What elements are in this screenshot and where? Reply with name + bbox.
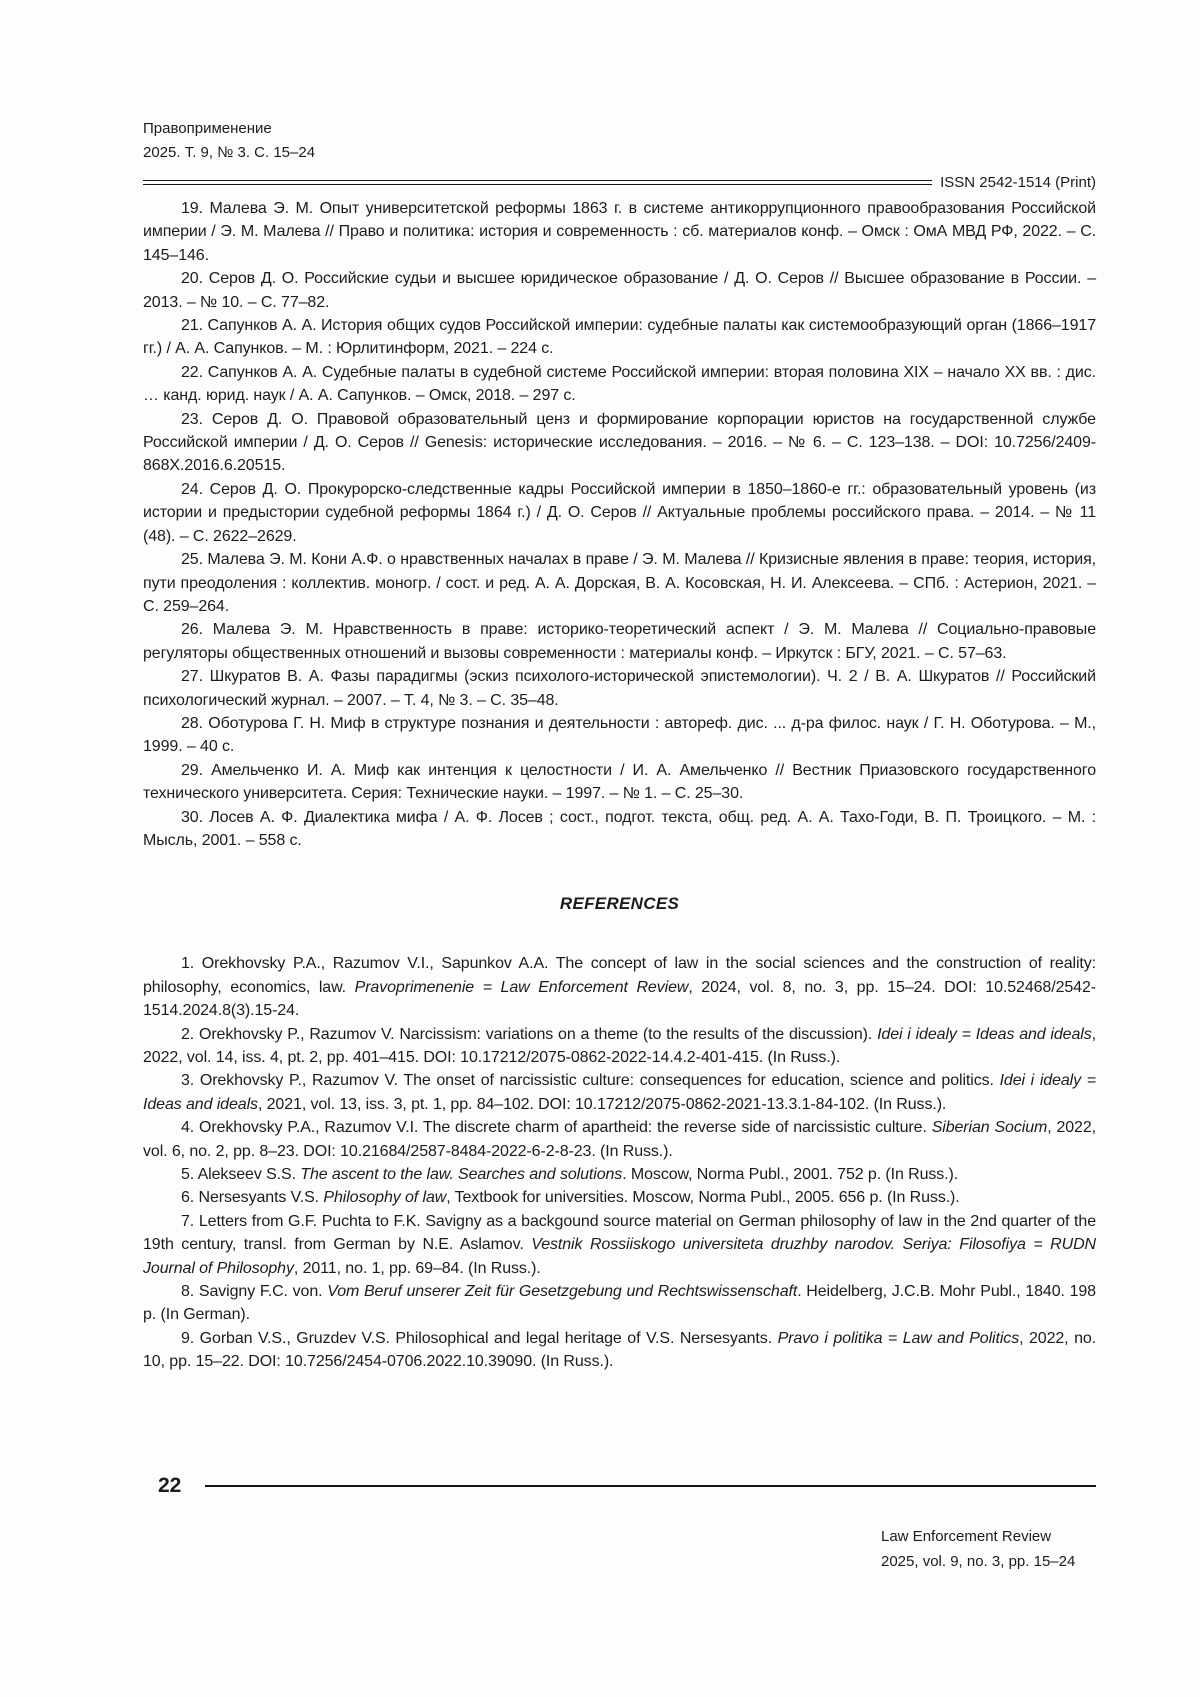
russian-reference-item: 20. Серов Д. О. Российские судьи и высшее юридическое образование / Д. О. Серов // Высшее образование в России. – 2013. – № 10. – С. 77–82. xyxy=(143,270,1096,311)
journal-issue-ru: 2025. Т. 9, № 3. С. 15–24 xyxy=(143,144,316,161)
russian-reference-item: 28. Оботурова Г. Н. Миф в структуре познания и деятельности : автореф. дис. ... д-ра филос. наук / Г. Н. Оботурова. – М., 1999. – 40 с. xyxy=(143,714,1096,756)
references-heading: REFERENCES xyxy=(559,894,680,914)
english-reference-item: 2. Orekhovsky P., Razumov V. Narcissism: variations on a theme (to the results of the discussion). Idei i idealy = Ideas and ideals, 2022, vol. 14, iss. 4, pt. 2, pp. 401–415. DOI: 10.17212/2075-0862-2022-14.4.2-401-415. (In Russ.). xyxy=(143,1025,1096,1066)
page-footer xyxy=(158,1474,1096,1498)
journal-title-ru: Правоприменение xyxy=(143,120,272,137)
russian-reference-item: 22. Сапунков А. А. Судебные палаты в судебной системе Российской империи: вторая половина XIX – начало XX вв. : дис. … канд. юрид. наук / А. А. Сапунков. – Омск, 2018. – 297 с. xyxy=(143,363,1096,405)
russian-reference-item: 27. Шкуратов В. А. Фазы парадигмы (эскиз психолого-исторической эпистемологии). Ч. 2 / В. А. Шкуратов // Российский психологический журнал. – 2007. – Т. 4, № 3. – С. 35–48. xyxy=(143,668,1096,709)
russian-reference-item: 23. Серов Д. О. Правовой образовательный ценз и формирование корпорации юристов на государственной службе Российской империи / Д. О. Серов // Genesis: исторические исследования. – 2016. – № 6. – С. 123–138. – DOI: 10.7256/2409-868X.2016.6.20515. xyxy=(143,410,1096,475)
journal-title-en: Law Enforcement Review xyxy=(881,1528,1052,1545)
header-rule xyxy=(143,180,932,185)
english-reference-item: 3. Orekhovsky P., Razumov V. The onset of narcissistic culture: consequences for education, science and politics. Idei i idealy = Ideas and ideals, 2021, vol. 13, iss. 3, pt. 1, pp. 84–102. DOI: 10.17212/2075-0862-2021-13.3.1-84-102. (In Russ.). xyxy=(143,1072,1096,1113)
english-references-list xyxy=(143,952,1096,1373)
english-reference-item: 5. Alekseev S.S. The ascent to the law. Searches and solutions. Moscow, Norma Publ., 2001. 752 p. (In Russ.). xyxy=(181,1166,959,1184)
page-number: 22 xyxy=(158,1474,182,1497)
russian-reference-item: 21. Сапунков А. А. История общих судов Российской империи: судебные палаты как системообразующий орган (1866–1917 гг.) / А. А. Сапунков. – М. : Юрлитинформ, 2021. – 224 с. xyxy=(143,317,1096,358)
footer-journal-info xyxy=(881,1524,1075,1574)
journal-issue-en: 2025, vol. 9, no. 3, pp. 15–24 xyxy=(881,1553,1076,1570)
english-reference-item: 1. Orekhovsky P.A., Razumov V.I., Sapunkov A.A. The concept of law in the social sciences and the construction of reality: philosophy, economics, law. Pravoprimenenie = Law Enforcement Review, 2024, vol. 8, no. 3, pp. 15–24. DOI: 10.52468/2542-1514.2024.8(3).15-24. xyxy=(143,955,1096,1020)
header-rule-row xyxy=(143,174,1096,191)
russian-reference-item: 25. Малева Э. М. Кони А.Ф. о нравственных началах в праве / Э. М. Малева // Кризисные явления в праве: теория, история, пути преодоления : коллектив. моногр. / сост. и ред. А. А. Дорская, В. А. Косовская, Н. И. Алексеева. – СПб. : Астерион, 2021. – С. 259–264. xyxy=(143,551,1096,615)
issn-label: ISSN 2542-1514 (Print) xyxy=(940,174,1096,191)
english-reference-item: 4. Orekhovsky P.A., Razumov V.I. The discrete charm of apartheid: the reverse side of narcissistic culture. Siberian Socium, 2022, vol. 6, no. 2, pp. 8–23. DOI: 10.21684/2587-8484-2022-6-2-8-23. (In Russ.). xyxy=(143,1119,1096,1160)
russian-reference-item: 24. Серов Д. О. Прокурорско-следственные кадры Российской империи в 1850–1860-е гг.: образовательный уровень (из истории и предыстории судебной реформы 1864 г.) / Д. О. Серов // Актуальные проблемы российского права. – 2014. – № 11 (48). – С. 2622–2629. xyxy=(143,480,1096,545)
russian-reference-item: 30. Лосев А. Ф. Диалектика мифа / А. Ф. Лосев ; сост., подгот. текста, общ. ред. А. А. Тахо-Годи, В. П. Троицкого. – М. : Мысль, 2001. – 558 с. xyxy=(143,808,1096,849)
russian-reference-item: 19. Малева Э. М. Опыт университетской реформы 1863 г. в системе антикоррупционного правообразования Российской империи / Э. М. Малева // Право и политика: история и современность : сб. материалов конф. – Омск : ОмА МВД РФ, 2022. – С. 145–146. xyxy=(143,200,1096,264)
footer-rule xyxy=(205,1485,1096,1488)
references-content xyxy=(143,197,1096,1374)
russian-reference-item: 26. Малева Э. М. Нравственность в праве: историко-теоретический аспект / Э. М. Малева // Социально-правовые регуляторы общественных отношений и вызовы современности : материалы конф. – Иркутск : БГУ, 2021. – С. 57–63. xyxy=(143,621,1096,662)
english-reference-item: 9. Gorban V.S., Gruzdev V.S. Philosophical and legal heritage of V.S. Nersesyants. Pravo i politika = Law and Politics, 2022, no. 10, pp. 15–22. DOI: 10.7256/2454-0706.2022.10.39090. (In Russ.). xyxy=(143,1329,1097,1371)
english-reference-item: 7. Letters from G.F. Puchta to F.K. Savigny as a backgound source material on German philosophy of law in the 2nd quarter of the 19th century, transl. from German by N.E. Aslamov. Vestnik Rossiiskogo universiteta druzhby narodov. Seriya: Filosofiya = RUDN Journal of Philosophy, 2011, no. 1, pp. 69–84. (In Russ.). xyxy=(143,1212,1096,1277)
english-reference-item: 8. Savigny F.C. von. Vom Beruf unserer Zeit für Gesetzgebung und Rechtswissenschaft. Heidelberg, J.C.B. Mohr Publ., 1840. 198 p. (In German). xyxy=(143,1283,1096,1324)
page-header xyxy=(143,117,315,165)
russian-references-list xyxy=(143,197,1096,852)
russian-reference-item: 29. Амельченко И. А. Миф как интенция к целостности / И. А. Амельченко // Вестник Приазовского государственного технического университета. Серия: Технические науки. – 1997. – № 1. – С. 25–30. xyxy=(143,761,1096,803)
english-reference-item: 6. Nersesyants V.S. Philosophy of law, Textbook for universities. Moscow, Norma Publ., 2005. 656 p. (In Russ.). xyxy=(181,1189,960,1207)
